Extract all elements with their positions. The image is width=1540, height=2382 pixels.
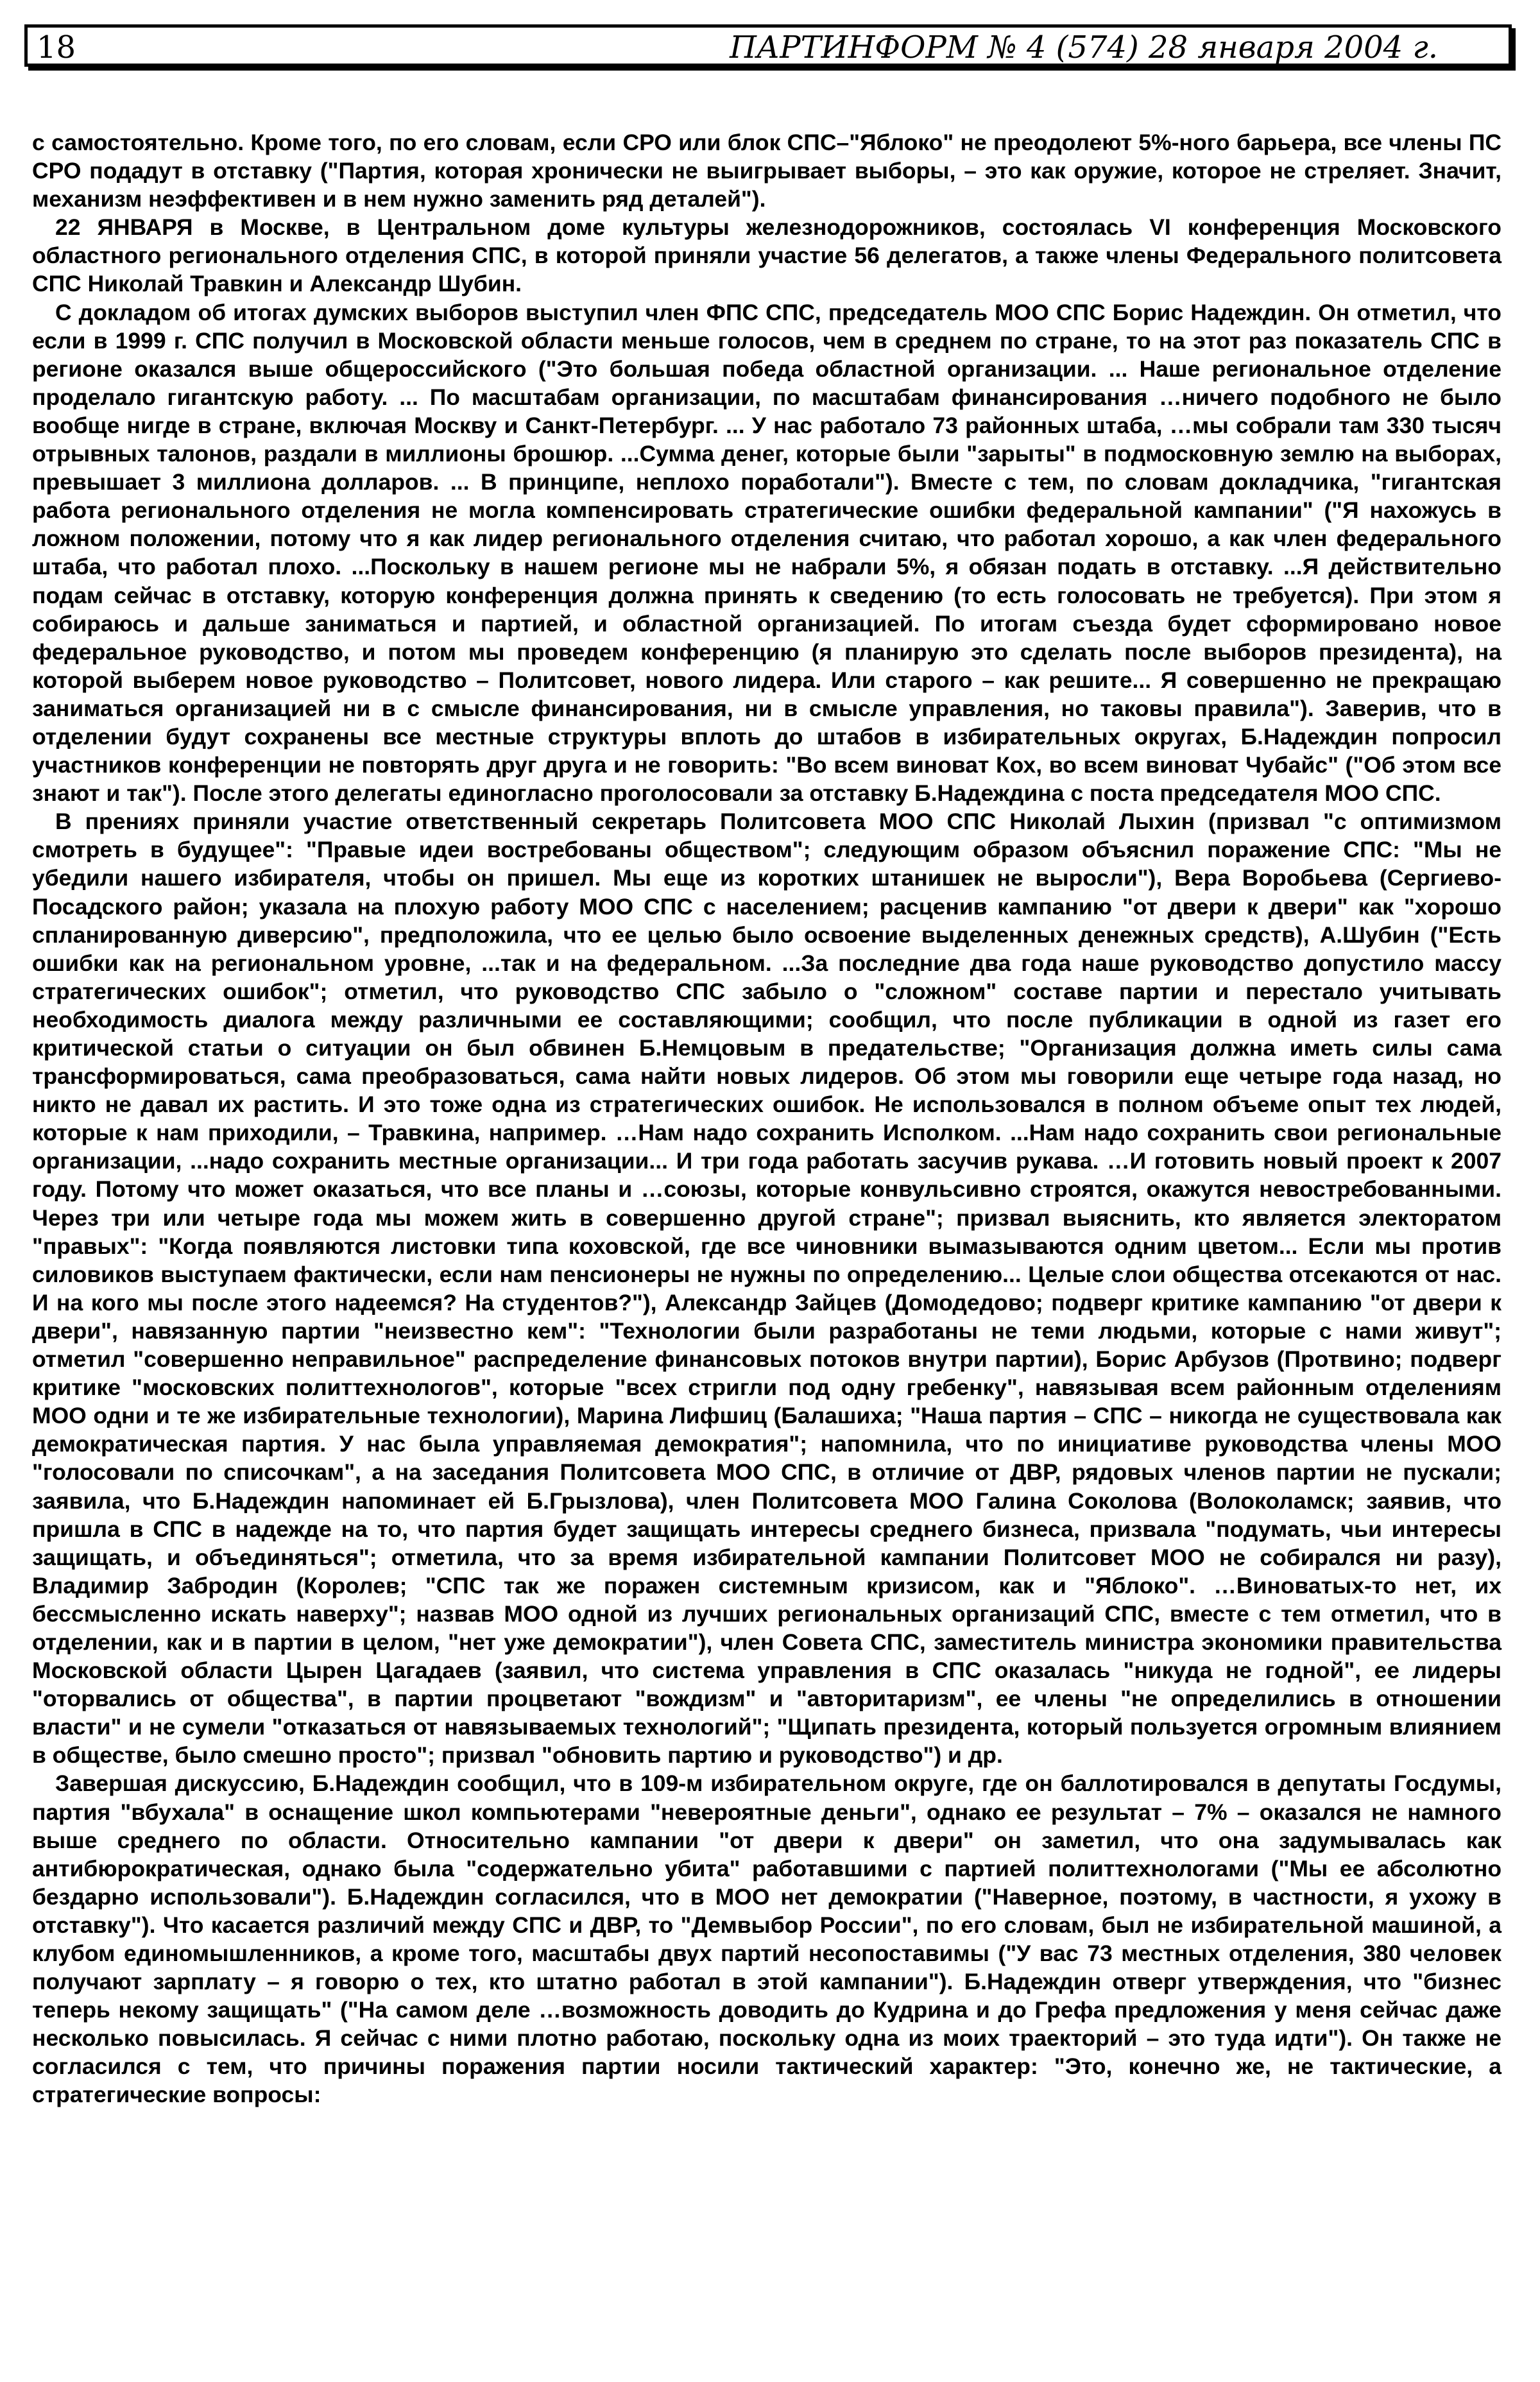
- page-header: [24, 24, 1512, 67]
- article-paragraph: с самостоятельно. Кроме того, по его словам, если СРО или блок СПС–"Яблоко" не преодолеют 5%-ного барьера, все члены ПС СРО подадут в отставку ("Партия, которая хронически не выигрывает выборы, – это как оружие, которое не стреляет. Значит, механизм неэффективен и в нем нужно заменить ряд деталей").: [32, 130, 1502, 212]
- article-body: [32, 128, 1502, 2109]
- article-paragraph: 22 ЯНВАРЯ в Москве, в Центральном доме культуры железнодорожников, состоялась VI конференция Московского областного регионального отделения СПС, в которой приняли участие 56 делегатов, а также члены Федерального политсовета СПС Николай Травкин и Александр Шубин.: [32, 214, 1502, 297]
- article-paragraph: Завершая дискуссию, Б.Надеждин сообщил, что в 109-м избирательном округе, где он баллотировался в депутаты Госдумы, партия "вбухала" в оснащение школ компьютерами "невероятные деньги", однако ее результат – 7% – оказался не намного выше среднего по области. Относительно кампании "от двери к двери" он заметил, что она задумывалась как антибюрократическая, однако была "содержательно убита" работавшими с партией политтехнологами ("Мы ее абсолютно бездарно использовали"). Б.Надеждин согласился, что в МОО нет демократии ("Наверное, поэтому, в частности, я ухожу в отставку"). Что касается различий между СПС и ДВР, то "Демвыбор России", по его словам, был не избирательной машиной, а клубом единомышленников, а кроме того, масштабы двух партий несопоставимы ("У вас 73 местных отделения, 380 человек получают зарплату – я говорю о тех, кто штатно работал в этой кампании"). Б.Надеждин отверг утверждения, что "бизнес теперь некому защищать" ("На самом деле …возможность доводить до Кудрина и до Грефа предложения у меня сейчас даже несколько повысилась. Я сейчас с ними плотно работаю, поскольку одна из моих траекторий – это туда идти"). Он также не согласился с тем, что причины поражения партии носили тактический характер: "Это, конечно же, не тактические, а стратегические вопросы:: [32, 1770, 1502, 2108]
- issue-title: ПАРТИНФОРМ № 4 (574) 28 января 2004 г.: [730, 30, 1438, 65]
- article-paragraph: С докладом об итогах думских выборов выступил член ФПС СПС, председатель МОО СПС Борис Надеждин. Он отметил, что если в 1999 г. СПС получил в Московской области меньше голосов, чем в среднем по стране, то на этот раз показатель СПС в регионе оказался выше общероссийского ("Это большая победа областной организации. ... Наше региональное отделение проделало гигантскую работу. ... По масштабам организации, по масштабам финансирования …ничего подобного не было вообще нигде в стране, включая Москву и Санкт-Петербург. ... У нас работало 73 районных штаба, …мы собрали там 330 тысяч отрывных талонов, раздали в миллионы брошюр. ...Сумма денег, которые были "зарыты" в подмосковную землю на выборах, превышает 3 миллиона долларов. ... В принципе, неплохо поработали"). Вместе с тем, по словам докладчика, "гигантская работа регионального отделения не могла компенсировать стратегические ошибки федеральной кампании" ("Я нахожусь в ложном положении, потому что я как лидер регионального отделения считаю, что работал хорошо, а как член федерального штаба, что работал плохо. ...Поскольку в нашем регионе мы не набрали 5%, я обязан подать в отставку. ...Я действительно подам сейчас в отставку, которую конференция должна принять к сведению (то есть голосовать не требуется). При этом я собираюсь и дальше заниматься и партией, и областной организацией. По итогам съезда будет сформировано новое федеральное руководство, и потом мы проведем конференцию (я планирую это сделать после выборов президента), на которой выберем новое руководство – Политсовет, нового лидера. Или старого – как решите... Я совершенно не прекращаю заниматься организацией ни в с смысле финансирования, ни в смысле управления, но таковы правила"). Заверив, что в отделении будут сохранены все местные структуры вплоть до штабов в избирательных округах, Б.Надеждин попросил участников конференции не повторять друг друга и не говорить: "Во всем виноват Кох, во всем виноват Чубайс" ("Об этом все знают и так"). После этого делегаты единогласно проголосовали за отставку Б.Надеждина с поста председателя МОО СПС.: [32, 299, 1502, 807]
- page-number: 18: [37, 30, 76, 65]
- article-paragraph: В прениях приняли участие ответственный секретарь Политсовета МОО СПС Николай Лыхин (призвал "с оптимизмом смотреть в будущее": "Правые идеи востребованы обществом"; следующим образом объяснил поражение СПС: "Мы не убедили нашего избирателя, чтобы он пришел. Мы еще из коротких штанишек не выросли"), Вера Воробьева (Сергиево-Посадского район; указала на плохую работу МОО СПС с населением; расценив кампанию "от двери к двери" как "хорошо спланированную диверсию", предположила, что ее целью было освоение выделенных денежных средств), А.Шубин ("Есть ошибки как на региональном уровне, ...так и на федеральном. ...За последние два года наше руководство допустило массу стратегических ошибок"; отметил, что руководство СПС забыло о "сложном" составе партии и перестало учитывать необходимость диалога между различными ее составляющими; сообщил, что после публикации в одной из газет его критической статьи о ситуации он был обвинен Б.Немцовым в предательстве; "Организация должна иметь силы сама трансформироваться, сама преобразоваться, сама найти новых лидеров. Об этом мы говорили еще четыре года назад, но никто не давал их растить. И это тоже одна из стратегических ошибок. Не использовался в полном объеме опыт тех людей, которые к нам приходили, – Травкина, например. …Нам надо сохранить Исполком. ...Нам надо сохранить свои региональные организации, ...надо сохранить местные организации... И три года работать засучив рукава. …И готовить новый проект к 2007 году. Потому что может оказаться, что все планы и …союзы, которые конвульсивно строятся, окажутся невостребованными. Через три или четыре года мы можем жить в совершенно другой стране"; призвал выяснить, кто является электоратом "правых": "Когда появляются листовки типа коховской, где все чиновники вымазываются одним цветом... Если мы против силовиков выступаем фактически, если нам пенсионеры не нужны по определению... Целые слои общества отсекаются от нас. И на кого мы после этого надеемся? На студентов?"), Александр Зайцев (Домодедово; подверг критике кампанию "от двери к двери", навязанную партии "неизвестно кем": "Технологии были разработаны не теми людьми, которые с нами живут"; отметил "совершенно неправильное" распределение финансовых потоков внутри партии), Борис Арбузов (Протвино; подверг критике "московских политтехнологов", которые "всех стригли под одну гребенку", навязывая всем районным отделениям МОО одни и те же избирательные технологии), Марина Лифшиц (Балашиха; "Наша партия – СПС – никогда не существовала как демократическая партия. У нас была управляемая демократия"; напомнила, что по инициативе руководства члены МОО "голосовали по списочкам", а на заседания Политсовета МОО СПС, в отличие от ДВР, рядовых членов партии не пускали; заявила, что Б.Надеждин напоминает ей Б.Грызлова), член Политсовета МОО Галина Соколова (Волоколамск; заявив, что пришла в СПС в надежде на то, что партия будет защищать интересы среднего бизнеса, призвала "подумать, чьи интересы защищать, и объединяться"; отметила, что за время избирательной кампании Политсовет МОО не собирался ни разу), Владимир Забродин (Королев; "СПС так же поражен системным кризисом, как и "Яблоко". …Виноватых-то нет, их бессмысленно искать наверху"; назвав МОО одной из лучших региональных организаций СПС, вместе с тем отметил, что в отделении, как и в партии в целом, "нет уже демократии"), член Совета СПС, заместитель министра экономики правительства Московской области Цырен Цагадаев (заявил, что система управления в СПС оказалась "никуда не годной", ее лидеры "оторвались от общества", в партии процветают "вождизм" и "авторитаризм", ее члены "не определились в отношении власти" и не сумели "отказаться от навязываемых технологий"; "Щипать президента, который пользуется огромным влиянием в обществе, было смешно просто"; призвал "обновить партию и руководство") и др.: [32, 809, 1502, 1769]
